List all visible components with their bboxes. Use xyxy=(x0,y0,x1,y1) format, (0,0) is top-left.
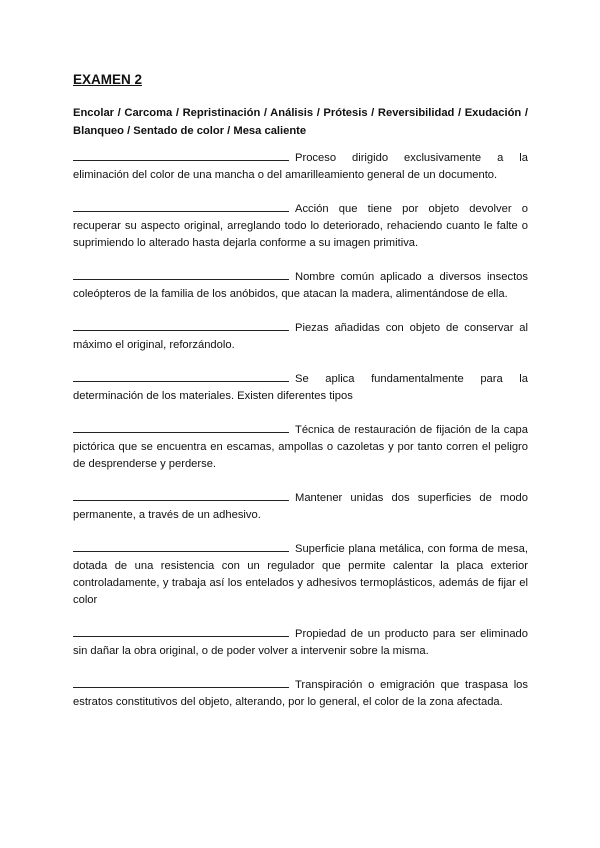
question-item xyxy=(73,370,528,405)
answer-blank[interactable] xyxy=(73,268,289,280)
question-item xyxy=(73,489,528,524)
question-item xyxy=(73,540,528,609)
question-text: Técnica de restauración de fijación de la capa pictórica que se encuentra en escamas, ampollas o cazoletas y por tanto corren el peligro de desprenderse y perderse. xyxy=(73,424,528,470)
question-item xyxy=(73,319,528,354)
exam-title: EXAMEN 2 xyxy=(73,72,143,87)
question-item xyxy=(73,149,528,184)
question-item xyxy=(73,625,528,660)
question-text: Mantener unidas dos superficies de modo permanente, a través de un adhesivo. xyxy=(73,492,528,521)
question-text: Acción que tiene por objeto devolver o recuperar su aspecto original, arreglando todo lo deteriorado, rehaciendo cuanto le falte o suprimiendo lo alterado hasta dejarla conforme a su imagen primitiva. xyxy=(73,203,528,249)
question-text: Transpiración o emigración que traspasa los estratos constitutivos del objeto, alterando, por lo general, el color de la zona afectada. xyxy=(73,679,528,708)
term-list: Encolar / Carcoma / Repristinación / Análisis / Prótesis / Reversibilidad / Exudación / Blanqueo / Sentado de color / Mesa caliente xyxy=(73,107,528,137)
answer-blank[interactable] xyxy=(73,489,289,501)
question-item xyxy=(73,268,528,303)
question-item xyxy=(73,200,528,252)
answer-blank[interactable] xyxy=(73,370,289,382)
question-text: Se aplica fundamentalmente para la determinación de los materiales. Existen diferentes tipos xyxy=(73,373,528,402)
question-text: Propiedad de un producto para ser eliminado sin dañar la obra original, o de poder volver a intervenir sobre la misma. xyxy=(73,628,528,657)
question-text: Nombre común aplicado a diversos insectos coleópteros de la familia de los anóbidos, que atacan la madera, alimentándose de ella. xyxy=(73,271,528,300)
question-text: Proceso dirigido exclusivamente a la eliminación del color de una mancha o del amarilleamiento general de un documento. xyxy=(73,152,528,181)
answer-blank[interactable] xyxy=(73,200,289,212)
answer-blank[interactable] xyxy=(73,421,289,433)
question-text: Piezas añadidas con objeto de conservar al máximo el original, reforzándolo. xyxy=(73,322,528,351)
answer-blank[interactable] xyxy=(73,625,289,637)
answer-blank[interactable] xyxy=(73,149,289,161)
answer-blank[interactable] xyxy=(73,319,289,331)
question-text: Superficie plana metálica, con forma de mesa, dotada de una resistencia con un regulador que permite calentar la placa exterior controladamente, y trabaja así los entelados y adhesivos termoplásticos, además de fijar el color xyxy=(73,543,528,606)
question-list xyxy=(73,149,528,727)
answer-blank[interactable] xyxy=(73,540,289,552)
question-item xyxy=(73,421,528,473)
question-item xyxy=(73,676,528,711)
answer-blank[interactable] xyxy=(73,676,289,688)
